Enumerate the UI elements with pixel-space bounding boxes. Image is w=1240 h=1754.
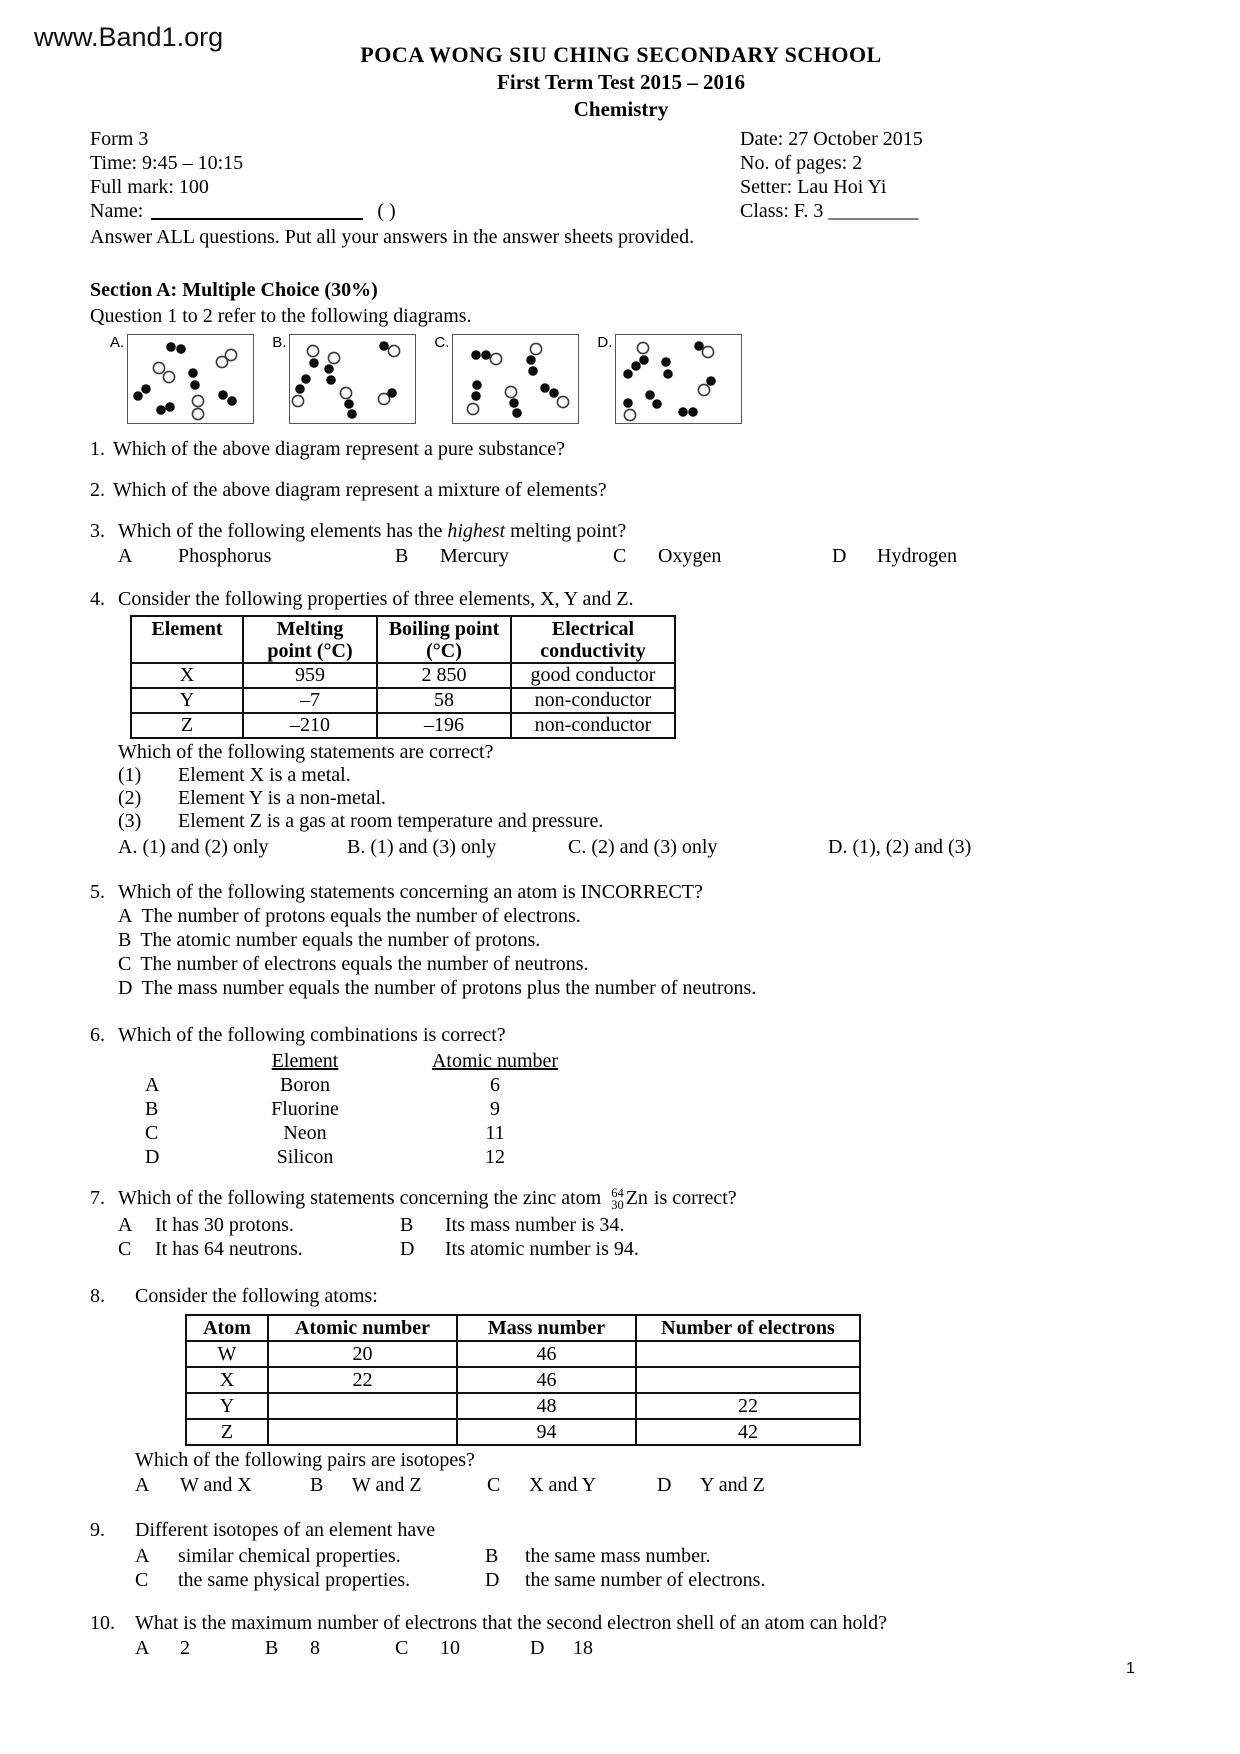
option-label: Oxygen xyxy=(658,545,722,567)
col-header: Atom xyxy=(186,1315,268,1341)
question-4-stem: Which of the following statements are correct? xyxy=(118,741,494,763)
table-row xyxy=(131,688,675,713)
statement-text: Element Y is a non-metal. xyxy=(178,787,386,809)
atomic-number: 11 xyxy=(485,1122,505,1144)
cell: 959 xyxy=(243,663,377,688)
question-5-option-C xyxy=(118,953,1152,976)
time-line: Time: 9:45 – 10:15 xyxy=(90,152,244,174)
table-row xyxy=(186,1367,860,1393)
mass-number: 64 xyxy=(611,1186,624,1201)
cell: X xyxy=(131,663,243,688)
question-number: 8. xyxy=(90,1285,105,1308)
statement-2 xyxy=(118,787,1152,810)
cell: 22 xyxy=(636,1393,860,1419)
cell xyxy=(636,1367,860,1393)
option-text: the same mass number. xyxy=(525,1545,711,1568)
statement-text: Element Z is a gas at room temperature and pressure. xyxy=(178,810,604,832)
question-number: 3. xyxy=(90,520,105,542)
option: C. (2) and (3) only xyxy=(568,836,718,858)
col-header-atomic-number: Atomic number xyxy=(431,1050,559,1072)
particle-diagram-B xyxy=(272,334,416,424)
cell: –196 xyxy=(377,713,511,738)
statement-number: (3) xyxy=(118,810,142,832)
option-key: D xyxy=(400,1238,415,1261)
question-number: 2. xyxy=(90,479,105,501)
diagram-label: B. xyxy=(272,334,287,351)
element-name: Boron xyxy=(280,1074,330,1096)
option-key: B xyxy=(395,545,409,567)
cell xyxy=(636,1341,860,1367)
atoms-table xyxy=(185,1314,861,1446)
option-text: The number of protons equals the number of electrons. xyxy=(141,905,581,927)
option-text: X and Y xyxy=(529,1474,597,1497)
question-5-option-D xyxy=(118,977,1152,1000)
statement-number: (2) xyxy=(118,787,142,809)
instruction: Answer ALL questions. Put all your answers in the answer sheets provided. xyxy=(90,226,695,248)
date-line: Date: 27 October 2015 xyxy=(740,128,923,150)
pages-line: No. of pages: 2 xyxy=(740,152,863,174)
option-key: C xyxy=(118,1238,132,1261)
question-number: 4. xyxy=(90,588,105,610)
option-key: C xyxy=(395,1637,409,1660)
statement-3 xyxy=(118,810,1152,833)
option: D. (1), (2) and (3) xyxy=(828,836,972,858)
watermark: www.Band1.org xyxy=(34,22,224,52)
option: B. (1) and (3) only xyxy=(347,836,497,858)
exam-info xyxy=(90,127,1152,223)
question-5-option-A xyxy=(118,905,1152,928)
question-number: 6. xyxy=(90,1024,105,1046)
question-1 xyxy=(90,438,1152,461)
exam-info-right xyxy=(740,127,1152,223)
option-key: B xyxy=(310,1474,324,1497)
col-header: Element xyxy=(131,616,243,663)
exam-info-left xyxy=(90,127,740,223)
option-text: similar chemical properties. xyxy=(178,1545,401,1568)
question-7-options xyxy=(118,1213,1152,1261)
atomic-number: 6 xyxy=(490,1074,500,1096)
option-text: the same physical properties. xyxy=(178,1569,411,1592)
question-number: 9. xyxy=(90,1519,105,1542)
elements-properties-table xyxy=(130,615,676,739)
question-4-options xyxy=(118,836,1152,859)
option: A. (1) and (2) only xyxy=(118,836,269,858)
question-6-combinations xyxy=(145,1049,1152,1169)
question-number: 7. xyxy=(90,1187,105,1209)
question-text: What is the maximum number of electrons that the second electron shell of an atom can hold? xyxy=(135,1612,887,1635)
option-key: A xyxy=(145,1074,160,1096)
cell: 2 850 xyxy=(377,663,511,688)
col-header: Number of electrons xyxy=(636,1315,860,1341)
option-key: D xyxy=(118,977,133,999)
subject-title: Chemistry xyxy=(573,97,669,121)
question-8-stem: Which of the following pairs are isotopes? xyxy=(135,1449,475,1472)
option-text: W and X xyxy=(180,1474,252,1497)
question-8 xyxy=(90,1285,1152,1308)
question-10-options xyxy=(135,1637,1152,1660)
option-text: The number of electrons equals the number of neutrons. xyxy=(140,953,589,975)
cell: 48 xyxy=(457,1393,636,1419)
option-key: A xyxy=(118,905,133,927)
option-key: C xyxy=(118,953,132,975)
particle-diagrams xyxy=(110,334,1152,424)
option-key: D xyxy=(832,545,847,567)
cell: Y xyxy=(186,1393,268,1419)
cell: good conductor xyxy=(511,663,675,688)
option-key: C xyxy=(135,1569,149,1592)
option-label: Mercury xyxy=(440,545,509,567)
diagram-box xyxy=(615,334,742,424)
option-text: the same number of electrons. xyxy=(525,1569,766,1592)
setter-line: Setter: Lau Hoi Yi xyxy=(740,176,887,198)
cell: Z xyxy=(186,1419,268,1445)
cell: 42 xyxy=(636,1419,860,1445)
question-2 xyxy=(90,479,1152,502)
element-symbol: Zn xyxy=(625,1187,648,1209)
question-text: Which of the following elements has the highest melting point? xyxy=(118,520,627,542)
question-text: Consider the following atoms: xyxy=(135,1285,378,1308)
option-text: 8 xyxy=(310,1637,320,1660)
col-header: Melting point (°C) xyxy=(243,616,377,663)
option-text: Its atomic number is 94. xyxy=(445,1238,639,1261)
page-number: 1 xyxy=(1126,1660,1135,1677)
section-a-title: Section A: Multiple Choice (30%) xyxy=(90,279,378,301)
table-row xyxy=(186,1419,860,1445)
cell: 94 xyxy=(457,1419,636,1445)
option-text: The mass number equals the number of protons plus the number of neutrons. xyxy=(141,977,757,999)
question-8-options xyxy=(135,1474,1152,1497)
diagram-box xyxy=(127,334,254,424)
element-name: Silicon xyxy=(276,1146,334,1168)
italic-word: highest xyxy=(447,520,506,542)
table-row xyxy=(186,1341,860,1367)
option-text: It has 64 neutrons. xyxy=(155,1238,303,1261)
table-header-row xyxy=(186,1315,860,1341)
option-text: 2 xyxy=(180,1637,190,1660)
option-label: Hydrogen xyxy=(877,545,957,567)
col-header: Atomic number xyxy=(268,1315,457,1341)
option-label: Phosphorus xyxy=(178,545,272,567)
option-key: D xyxy=(145,1146,160,1168)
option-key: A xyxy=(135,1545,150,1568)
cell xyxy=(268,1419,457,1445)
table-row xyxy=(186,1393,860,1419)
option-key: D xyxy=(657,1474,672,1497)
question-7 xyxy=(90,1187,1152,1211)
diagram-label: C. xyxy=(434,334,450,351)
particle-diagram-C xyxy=(434,334,579,424)
question-text: Which of the following statements concerning an atom is INCORRECT? xyxy=(118,881,703,903)
question-4 xyxy=(90,588,1152,611)
class-number-paren: ( ) xyxy=(377,200,396,222)
question-text: Different isotopes of an element have xyxy=(135,1519,436,1542)
statement-number: (1) xyxy=(118,764,142,786)
option-key: D xyxy=(485,1569,500,1592)
option-key: A xyxy=(118,545,133,567)
question-text: Which of the following statements concerning the zinc atom 64 30 Zn is correct? xyxy=(118,1186,737,1213)
option-text: It has 30 protons. xyxy=(155,1214,294,1237)
atomic-number: 9 xyxy=(490,1098,500,1120)
question-3 xyxy=(90,520,1152,543)
question-number: 5. xyxy=(90,881,105,903)
cell: –7 xyxy=(243,688,377,713)
col-header-element: Element xyxy=(271,1050,339,1072)
name-label: Name: xyxy=(90,200,144,222)
cell: 58 xyxy=(377,688,511,713)
particle-diagram-A xyxy=(110,334,254,424)
option-text: 18 xyxy=(573,1637,593,1660)
option-key: A xyxy=(135,1637,150,1660)
section-a-intro: Question 1 to 2 refer to the following diagrams. xyxy=(90,305,472,327)
question-text: Which of the following combinations is correct? xyxy=(118,1024,506,1046)
question-10 xyxy=(90,1612,1152,1635)
option-key: B xyxy=(145,1098,159,1120)
atomic-number: 12 xyxy=(485,1146,505,1168)
full-mark-line: Full mark: 100 xyxy=(90,176,209,198)
question-9-options xyxy=(135,1544,1152,1592)
option-text: W and Z xyxy=(352,1474,422,1497)
question-3-options xyxy=(118,545,1152,568)
option-key: C xyxy=(487,1474,501,1497)
table-header-row xyxy=(131,616,675,663)
diagram-box xyxy=(289,334,416,424)
class-line: Class: F. 3 _________ xyxy=(740,200,919,222)
cell: W xyxy=(186,1341,268,1367)
spacer xyxy=(145,1049,205,1073)
col-header: Boiling point (°C) xyxy=(377,616,511,663)
cell: X xyxy=(186,1367,268,1393)
cell: 20 xyxy=(268,1341,457,1367)
diagram-label: D. xyxy=(597,334,613,351)
question-9 xyxy=(90,1519,1152,1542)
question-text: Which of the above diagram represent a pure substance? xyxy=(113,438,566,460)
question-number: 10. xyxy=(90,1612,115,1635)
form-line: Form 3 xyxy=(90,128,149,150)
option-key: D xyxy=(530,1637,545,1660)
col-header: Mass number xyxy=(457,1315,636,1341)
cell: Z xyxy=(131,713,243,738)
cell: non-conductor xyxy=(511,713,675,738)
option-text: 10 xyxy=(440,1637,460,1660)
option-key: B xyxy=(118,929,132,951)
option-key: A xyxy=(118,1214,133,1237)
option-text: Y and Z xyxy=(700,1474,765,1497)
nuclide-numbers xyxy=(611,1187,624,1211)
element-name: Neon xyxy=(283,1122,327,1144)
cell: Y xyxy=(131,688,243,713)
table-row xyxy=(131,713,675,738)
question-text: Consider the following properties of three elements, X, Y and Z. xyxy=(118,588,634,610)
statement-text: Element X is a metal. xyxy=(178,764,351,786)
element-name: Fluorine xyxy=(271,1098,339,1120)
question-5-option-B xyxy=(118,929,1152,952)
option-key: C xyxy=(145,1122,159,1144)
cell: 46 xyxy=(457,1341,636,1367)
col-header: Electrical conductivity xyxy=(511,616,675,663)
cell: 22 xyxy=(268,1367,457,1393)
table-row xyxy=(131,663,675,688)
question-6 xyxy=(90,1024,1152,1047)
name-blank-line xyxy=(151,202,363,220)
cell: 46 xyxy=(457,1367,636,1393)
option-text: Its mass number is 34. xyxy=(445,1214,625,1237)
cell xyxy=(268,1393,457,1419)
cell: –210 xyxy=(243,713,377,738)
option-key: B xyxy=(265,1637,279,1660)
option-text: The atomic number equals the number of protons. xyxy=(140,929,541,951)
option-key: C xyxy=(613,545,627,567)
option-key: A xyxy=(135,1474,150,1497)
diagram-label: A. xyxy=(110,334,125,351)
question-5 xyxy=(90,881,1152,904)
diagram-box xyxy=(452,334,579,424)
option-key: B xyxy=(400,1214,414,1237)
question-number: 1. xyxy=(90,438,105,460)
statement-1 xyxy=(118,764,1152,787)
question-text: Which of the above diagram represent a mixture of elements? xyxy=(113,479,607,501)
school-name: POCA WONG SIU CHING SECONDARY SCHOOL xyxy=(360,42,882,67)
name-line xyxy=(90,199,740,223)
option-key: B xyxy=(485,1545,499,1568)
cell: non-conductor xyxy=(511,688,675,713)
atomic-number: 30 xyxy=(611,1198,624,1213)
particle-diagram-D xyxy=(597,334,742,424)
test-title: First Term Test 2015 – 2016 xyxy=(497,70,745,94)
